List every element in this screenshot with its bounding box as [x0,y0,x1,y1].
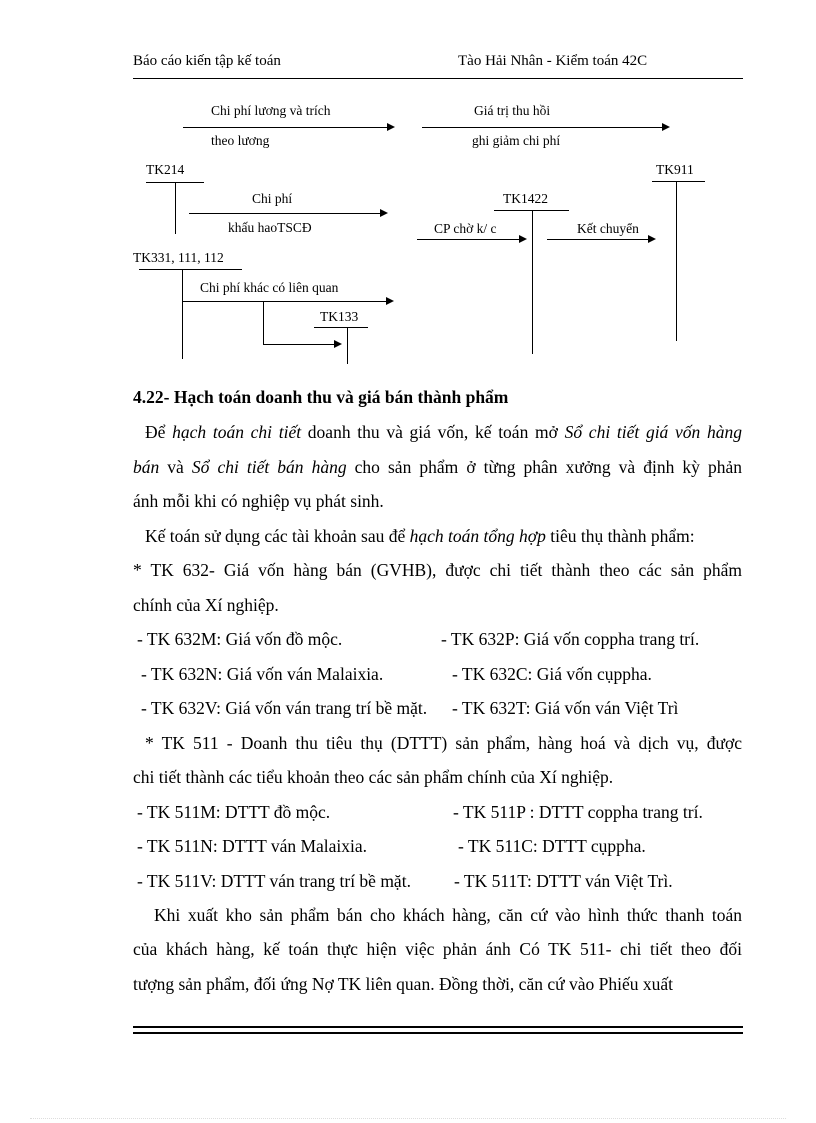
para1-line3: ánh mỗi khi có nghiệp vụ phát sinh. [133,491,384,511]
account-511C: - TK 511C: DTTT cụppha. [458,836,646,856]
account-511N: - TK 511N: DTTT ván Malaixia. [137,836,368,856]
other-cost-label: Chi phí khác có liên quan [200,280,339,295]
arrow-salary [183,127,393,128]
footer-rule-bottom [133,1032,743,1034]
tk1422-label: TK1422 [503,191,548,206]
account-632T: - TK 632T: Giá vốn ván Việt Trì [452,698,679,718]
tk133-line [314,327,368,328]
italic-term: bán [133,457,160,477]
tk911-line [652,181,705,182]
account-632V: - TK 632V: Giá vốn ván trang trí bề mặt. [141,698,428,718]
account-632M: - TK 632M: Giá vốn đồ mộc. [137,629,343,649]
tk1422-vline [532,210,533,354]
para3-line1: * TK 632- Giá vốn hàng bán (GVHB), được chi tiết thành theo các sản phẩm [133,560,742,580]
header-right: Tào Hải Nhân - Kiểm toán 42C [458,53,648,69]
arrow-cp-cho [417,239,525,240]
tk214-vline [175,182,176,234]
tk911-label: TK911 [656,162,694,177]
para5-line2: của khách hàng, kế toán thực hiện việc phản ánh Có TK 511- chi tiết theo đối [133,939,742,959]
header-left: Báo cáo kiến tập kế toán [133,53,281,69]
arrow1-bottom-label: theo lương [211,133,270,148]
cp-cho-label: CP chờ k/ c [434,221,497,236]
account-632C: - TK 632C: Giá vốn cụppha. [452,664,652,684]
arrow2-bottom-label: ghi giảm chi phí [472,133,561,148]
page-edge-dotted-line [30,1118,786,1119]
para4-line2: chi tiết thành các tiểu khoản theo các sản phẩm chính của Xí nghiệp. [133,767,614,787]
tk331-vline [182,269,183,359]
arrow-ket-chuyen [547,239,654,240]
account-511M: - TK 511M: DTTT đồ mộc. [137,802,331,822]
arrow-vat [263,344,340,345]
account-632P: - TK 632P: Giá vốn coppha trang trí. [441,629,700,649]
para1-line2: bán và Sổ chi tiết bán hàng cho sản phẩm ở từng phân xưởng và định kỳ phản [133,457,742,477]
para1-line1: Để hạch toán chi tiết doanh thu và giá vốn, kế toán mở Sổ chi tiết giá vốn hàng [145,422,742,442]
italic-term: Sổ chi tiết bán hàng [191,457,347,477]
section-title: Hạch toán doanh thu và giá bán thành phẩm [169,387,509,407]
arrow3-bottom-label: khấu haoTSCĐ [228,220,312,235]
account-511P: - TK 511P : DTTT coppha trang trí. [453,802,703,822]
account-511T: - TK 511T: DTTT ván Việt Trì. [454,871,673,891]
arrow2-top-label: Giá trị thu hồi [474,103,551,118]
section-number: 4.22- [133,387,170,407]
para4-line1: * TK 511 - Doanh thu tiêu thụ (DTTT) sản phẩm, hàng hoá và dịch vụ, được [145,733,742,753]
tk214-label: TK214 [146,162,185,177]
italic-term: hạch toán tổng hợp [409,526,546,546]
tk331-line [139,269,242,270]
tk133-vline [347,327,348,364]
account-632N: - TK 632N: Giá vốn ván Malaixia. [141,664,384,684]
ket-chuyen-label: Kết chuyển [577,221,639,236]
para2: Kế toán sử dụng các tài khoản sau để hạch toán tổng hợp tiêu thụ thành phẩm: [145,526,695,546]
account-511V: - TK 511V: DTTT ván trang trí bề mặt. [137,871,411,891]
tk133-label: TK133 [320,309,359,324]
arrow-recovery [422,127,668,128]
tk911-vline [676,181,677,341]
arrow1-top-label: Chi phí lương và trích [211,103,331,118]
arrow-other-cost [182,301,392,302]
italic-term: hạch toán chi tiết [172,422,302,442]
para5-line3: tượng sản phẩm, đối ứng Nợ TK liên quan. Đồng thời, căn cứ vào Phiếu xuất [133,974,673,994]
footer-rule-top [133,1026,743,1028]
header-rule [133,78,743,79]
arrow-depreciation [189,213,386,214]
para3-line2: chính của Xí nghiệp. [133,595,279,615]
section-heading [133,380,508,415]
arrow3-top-label: Chi phí [252,191,293,206]
para5-line1: Khi xuất kho sản phẩm bán cho khách hàng, căn cứ vào hình thức thanh toán [154,905,742,925]
tk331-label: TK331, 111, 112 [133,250,224,265]
vat-branch-vline [263,301,264,345]
italic-term: Sổ chi tiết giá vốn hàng [564,422,742,442]
